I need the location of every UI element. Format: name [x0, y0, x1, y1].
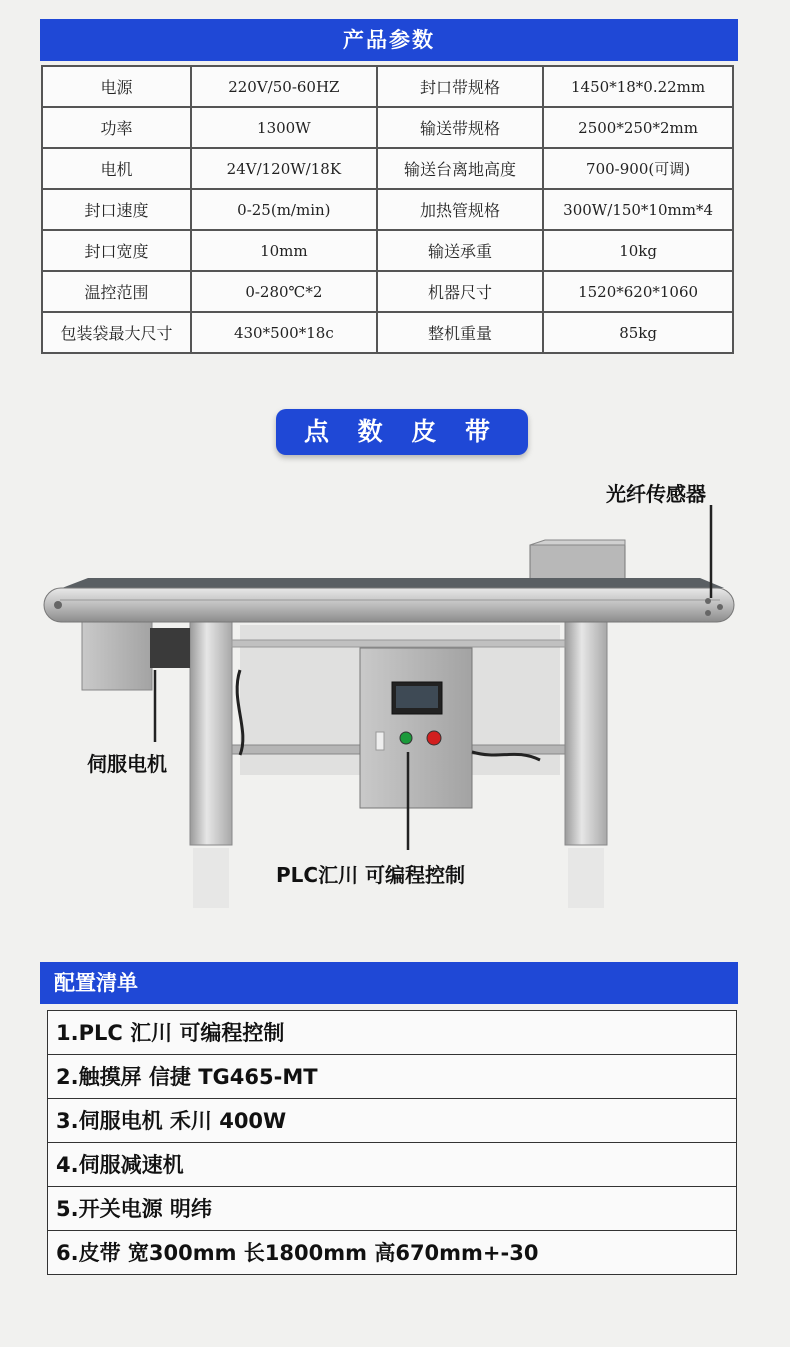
config-header-banner: [40, 962, 738, 1004]
param-label: 电机: [42, 148, 191, 189]
param-label: 机器尺寸: [377, 271, 543, 312]
list-item: 4.伺服减速机: [47, 1143, 737, 1187]
table-row: [42, 189, 733, 230]
table-row: [42, 312, 733, 353]
plc-callout: PLC汇川 可编程控制: [276, 863, 466, 887]
param-label: 封口带规格: [377, 66, 543, 107]
list-item: 3.伺服电机 禾川 400W: [47, 1099, 737, 1143]
fiber-sensor-callout: 光纤传感器: [606, 482, 706, 506]
servo-motor-callout: 伺服电机: [87, 752, 167, 776]
param-value: 0-25(m/min): [191, 189, 377, 230]
param-value: 0-280℃*2: [191, 271, 377, 312]
param-value: 1520*620*1060: [543, 271, 733, 312]
param-value: 300W/150*10mm*4: [543, 189, 733, 230]
param-label: 加热管规格: [377, 189, 543, 230]
param-value: 24V/120W/18K: [191, 148, 377, 189]
param-label: 封口宽度: [42, 230, 191, 271]
param-value: 700-900(可调): [543, 148, 733, 189]
param-value: 10kg: [543, 230, 733, 271]
param-label: 功率: [42, 107, 191, 148]
param-value: 430*500*18c: [191, 312, 377, 353]
param-label: 电源: [42, 66, 191, 107]
param-label: 温控范围: [42, 271, 191, 312]
param-value: 1300W: [191, 107, 377, 148]
param-label: 封口速度: [42, 189, 191, 230]
list-item: 2.触摸屏 信捷 TG465-MT: [47, 1055, 737, 1099]
list-item: 6.皮带 宽300mm 长1800mm 高670mm+-30: [47, 1231, 737, 1275]
param-value: 220V/50-60HZ: [191, 66, 377, 107]
list-item: 5.开关电源 明纬: [47, 1187, 737, 1231]
param-label: 输送承重: [377, 230, 543, 271]
params-header-banner: [40, 19, 738, 61]
section-title: 点 数 皮 带: [303, 417, 501, 446]
params-table: [41, 65, 734, 354]
param-value: 10mm: [191, 230, 377, 271]
param-label: 整机重量: [377, 312, 543, 353]
table-row: [42, 271, 733, 312]
table-row: [42, 107, 733, 148]
config-list: [47, 1010, 737, 1275]
param-value: 2500*250*2mm: [543, 107, 733, 148]
param-value: 1450*18*0.22mm: [543, 66, 733, 107]
param-label: 输送台离地高度: [377, 148, 543, 189]
list-item: 1.PLC 汇川 可编程控制: [47, 1010, 737, 1055]
table-row: [42, 148, 733, 189]
param-label: 输送带规格: [377, 107, 543, 148]
params-header-title: 产品参数: [343, 28, 435, 52]
param-label: 包装袋最大尺寸: [42, 312, 191, 353]
config-header-title: 配置清单: [54, 971, 138, 995]
param-value: 85kg: [543, 312, 733, 353]
table-row: [42, 66, 733, 107]
section-title-pill: [276, 409, 528, 455]
table-row: [42, 230, 733, 271]
